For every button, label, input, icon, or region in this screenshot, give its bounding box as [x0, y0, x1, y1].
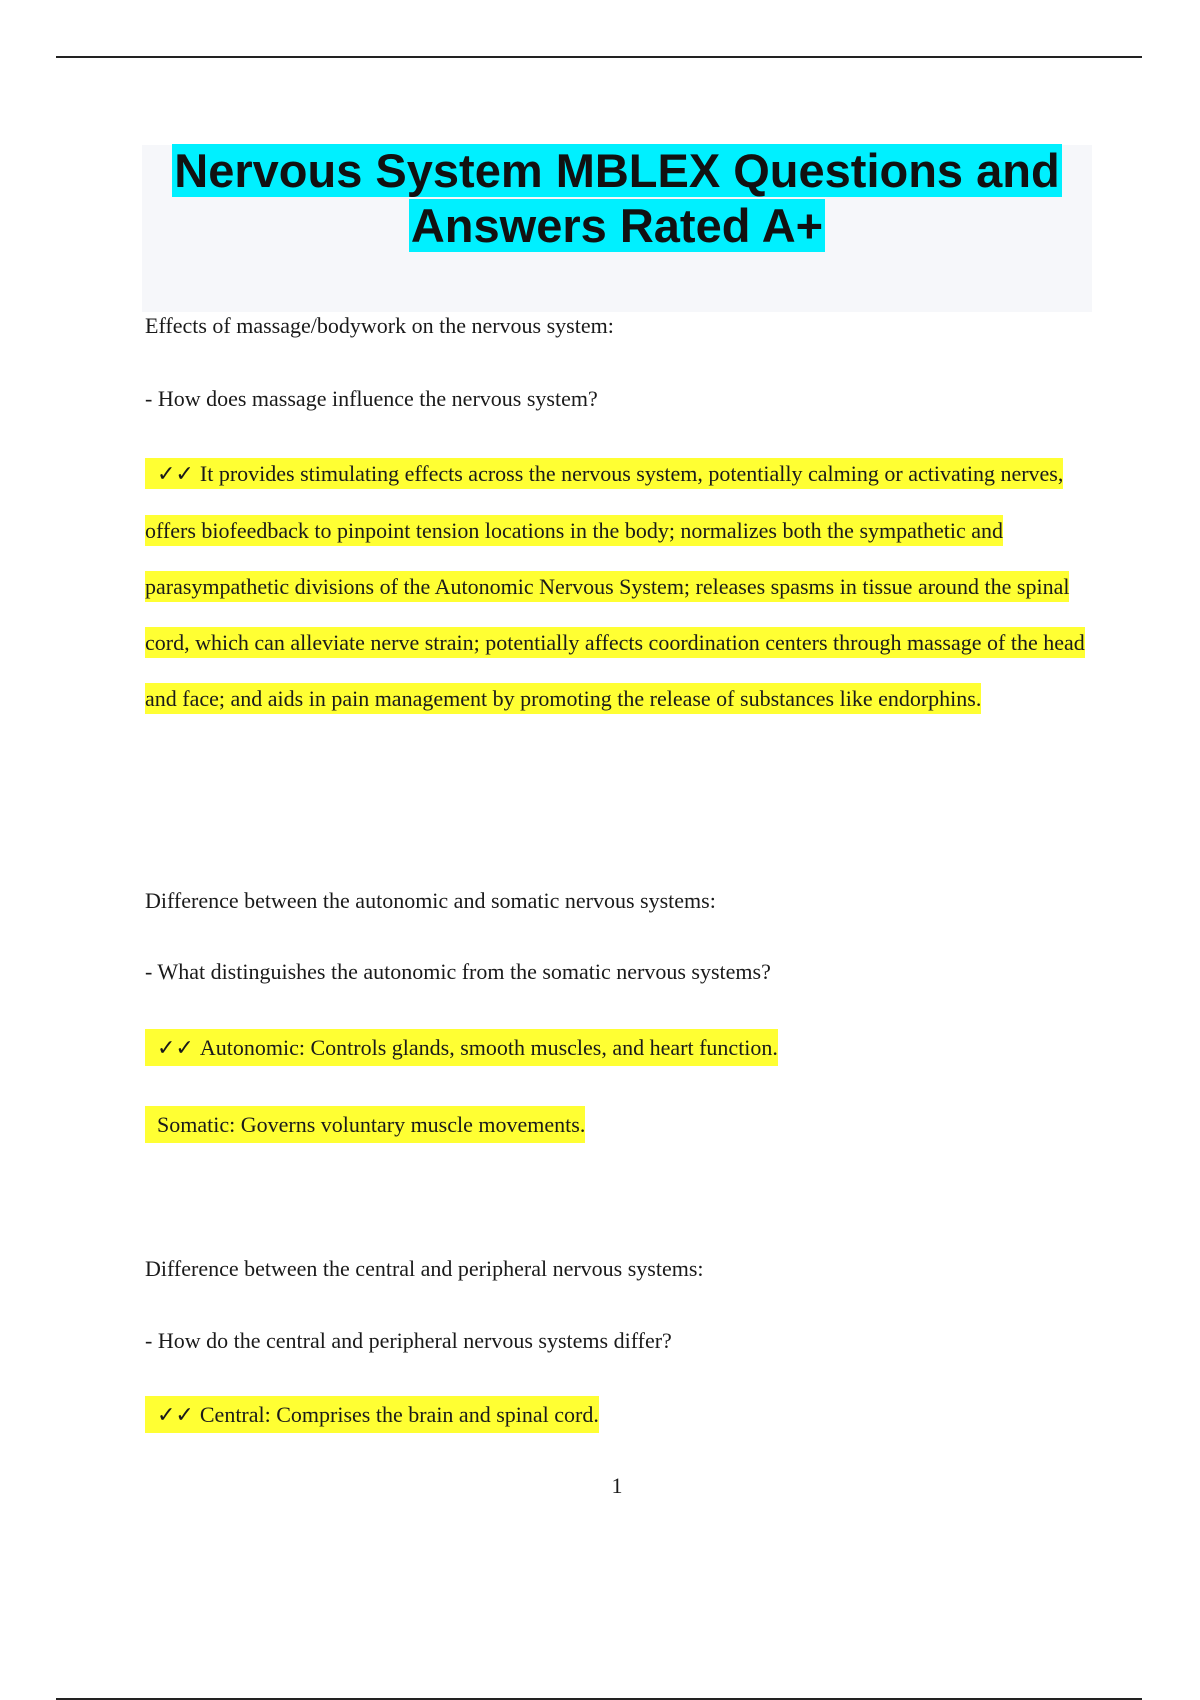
section-2-answer-line-1 [145, 1034, 778, 1063]
check-mark-icon: ✓✓ [157, 462, 194, 487]
page-number: 1 [611, 1473, 623, 1498]
section-1-answer-highlight [145, 458, 1085, 714]
section-1-question: - How does massage influence the nervous system? [145, 386, 598, 411]
section-2-answer-line-2-text: Somatic: Governs voluntary muscle movements. [157, 1112, 586, 1137]
top-rule [56, 56, 1142, 58]
section-3-question: - How do the central and peripheral nervous systems differ? [145, 1328, 672, 1353]
section-3-answer-line-1 [145, 1401, 599, 1430]
section-2-answer-line-1-text: Autonomic: Controls glands, smooth muscles, and heart function. [199, 1035, 778, 1060]
section-2-answer-line-1-highlight [145, 1029, 778, 1066]
section-1-answer [145, 446, 1085, 727]
section-2-answer-line-2-highlight [145, 1106, 585, 1143]
section-2-question: - What distinguishes the autonomic from the somatic nervous systems? [145, 959, 771, 984]
section-2-heading: Difference between the autonomic and somatic nervous systems: [145, 888, 716, 913]
section-3-answer-line-1-highlight [145, 1396, 599, 1433]
section-3-heading: Difference between the central and peripheral nervous systems: [145, 1256, 704, 1281]
section-1-answer-text: It provides stimulating effects across the nervous system, potentially calming or activating nerves, offers biofeedback to pinpoint tension locations in the body; normalizes both the sympathetic and parasympathetic divisions of the Autonomic Nervous System; releases spasms in tissue around the spinal cord, which can alleviate nerve strain; potentially affects coordination centers through massage of the head and face; and aids in pain management by promoting the release of substances like endorphins. [145, 461, 1085, 711]
document-title-text: Nervous System MBLEX Questions and Answers Rated A+ [174, 144, 1060, 252]
check-mark-icon: ✓✓ [157, 1036, 194, 1061]
check-mark-icon: ✓✓ [157, 1403, 194, 1428]
section-2-answer-line-2 [145, 1111, 585, 1139]
document-title [142, 143, 1092, 253]
section-1-heading: Effects of massage/bodywork on the nervous system: [145, 313, 614, 338]
section-3-answer-line-1-text: Central: Comprises the brain and spinal cord. [199, 1402, 599, 1427]
